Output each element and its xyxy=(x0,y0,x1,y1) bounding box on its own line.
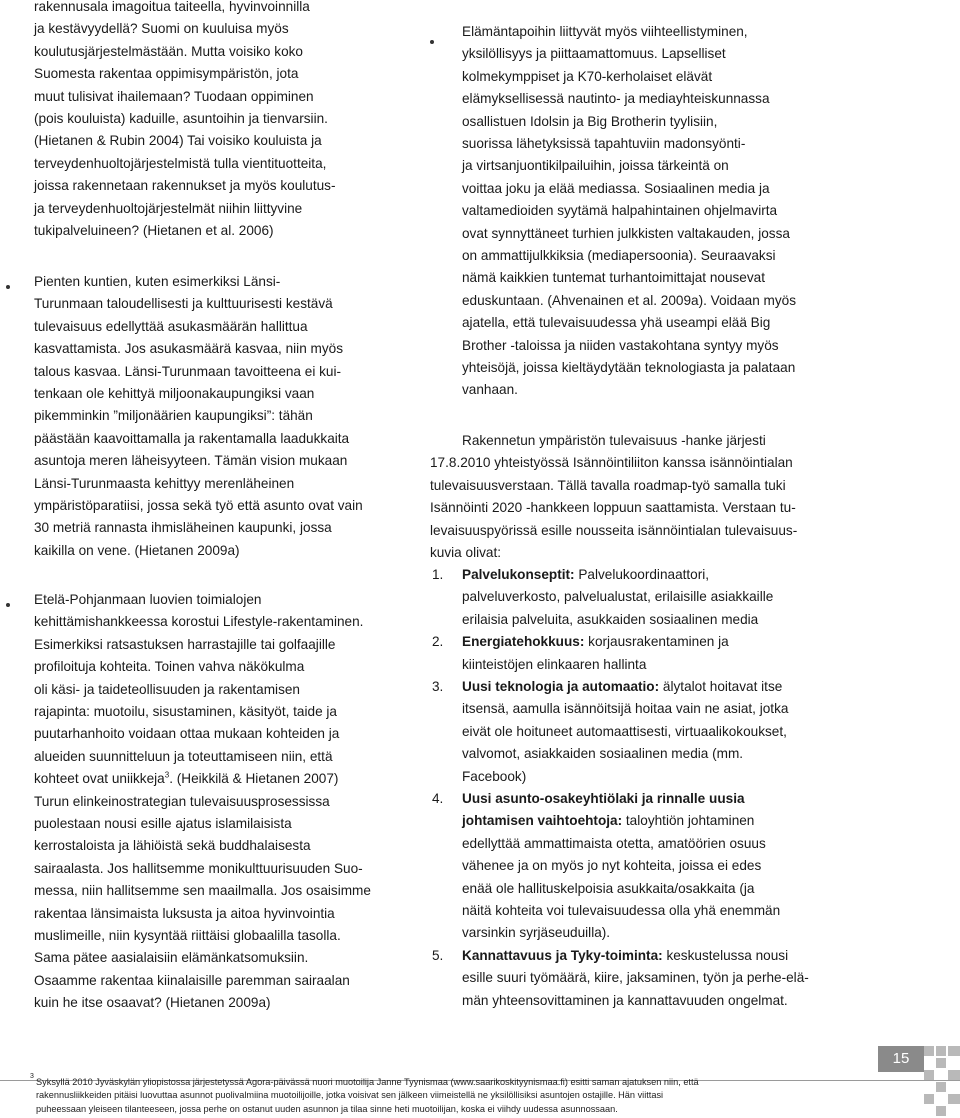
text-line: alueiden suunnitteluun ja toteuttamiseen niin, että xyxy=(34,748,333,764)
list-item-title: Uusi teknologia ja automaatio: xyxy=(462,679,660,694)
text-line: 17.8.2010 yhteistyössä Isännöintiliiton kanssa isännöintialan xyxy=(430,455,793,471)
text-line: kehittämishankkeessa korostui Lifestyle-rakentaminen. xyxy=(34,614,364,630)
bullet-icon xyxy=(6,285,10,289)
text-line: kaikilla on vene. (Hietanen 2009a) xyxy=(34,542,240,558)
text-line: sairaalasta. Jos hallitsemme monikulttuurisuuden Suo- xyxy=(34,860,363,876)
text-run: kohteet ovat uniikkeja xyxy=(34,771,165,787)
list-item xyxy=(462,810,754,832)
text-line: palveluverkosto, palvelualustat, erilaisille asiakkaille xyxy=(462,589,774,605)
footnote-line: puheessaan yleiseen tilanteeseen, jossa perhe on ostanut uuden asunnon ja tilaa sinne heti muotoilijan, koska ei viihdy uudessa asunnossaan. xyxy=(36,1103,618,1114)
text-line: eduskuntaan. (Ahvenainen et al. 2009a). Voidaan myös xyxy=(462,292,797,308)
text-line: kuvia olivat: xyxy=(430,545,502,560)
text-line: esille suuri työmäärä, kiire, jaksaminen, työn ja perhe-elä- xyxy=(462,970,809,986)
bullet-icon xyxy=(430,40,434,44)
text-line: kuin he itse osaavat? (Hietanen 2009a) xyxy=(34,995,271,1011)
list-item xyxy=(462,676,782,698)
list-item-title: johtamisen vaihtoehtoja: xyxy=(462,813,623,829)
text-line: asuntoja meren läheisyyteen. Tämän vision mukaan xyxy=(34,453,348,469)
text-line: voittaa joku ja elää mediassa. Sosiaalinen media ja xyxy=(462,180,770,196)
text-line: tulevaisuus edellyttää asukasmäärän hallittua xyxy=(34,318,308,334)
footnote-marker: 3 xyxy=(30,1073,34,1080)
text-line: itsensä, aamulla isännöitsijä hoitaa vain ne asiat, jotka xyxy=(462,701,789,717)
text-line: varsinkin syrjäseuduilla). xyxy=(462,925,611,941)
text-line: Suomesta rakentaa oppimisympäristön, jota xyxy=(34,66,299,82)
text-line: ajatella, että tulevaisuudessa yhä useampi elää Big xyxy=(462,315,771,331)
text-line: levaisuuspyörissä esille nousseita isännöintialan tulevaisuus- xyxy=(430,522,798,538)
text-line: Turunmaan taloudellisesti ja kulttuurisesti kestävä xyxy=(34,296,333,312)
list-item xyxy=(462,788,745,810)
text-line: suorissa lähetyksissä tapahtuviin madonsyönti- xyxy=(462,136,746,151)
bullet-icon xyxy=(6,603,10,607)
text-line: Esimerkiksi ratsastuksen harrastajille tai golfaajille xyxy=(34,636,336,652)
text-line: yksilöllisyys ja piittaamattomuus. Lapselliset xyxy=(462,46,726,62)
text-line: puolestaan nousi esille ajatus islamilaisista xyxy=(34,816,292,831)
footnote-line: Syksyllä 2010 Jyväskylän yliopistossa järjestetyssä Agora-päivässä nuori muotoilija Janne Tyynismaa (www.saarikoskityynismaa.fi) esitti saman ajatuksen niin, että xyxy=(36,1077,699,1087)
text-line: yhteisöjä, joissa kieltäydytään teknologiasta ja palataan xyxy=(462,360,796,375)
text-run: keskustelussa nousi xyxy=(662,947,789,963)
text-line: koulutusjärjestelmästään. Mutta voisiko koko xyxy=(34,43,303,59)
list-item-title: Palvelukonseptit: xyxy=(462,567,575,582)
text-line: (Hietanen & Rubin 2004) Tai voisiko kouluista ja xyxy=(34,133,322,149)
text-line: erilaisia palveluita, asukkaiden sosiaalinen media xyxy=(462,611,759,627)
text-line: ja kestävyydellä? Suomi on kuuluisa myös xyxy=(34,21,289,37)
text-line: Facebook) xyxy=(462,768,527,784)
list-item-title: Uusi asunto-osakeyhtiölaki ja rinnalle uusia xyxy=(462,791,745,806)
text-line: valtamedioiden syytämä halpahintainen ohjelmavirta xyxy=(462,203,778,219)
list-item-title: Kannattavuus ja Tyky-toiminta: xyxy=(462,947,663,963)
text-line: edellyttää ammattimaista otetta, amatöörien osuus xyxy=(462,835,766,851)
text-line: terveydenhuoltojärjestelmistä tulla vientituotteita, xyxy=(34,155,327,171)
text-line: Isännöinti 2020 -hankkeen loppuun saattamista. Verstaan tu- xyxy=(430,500,796,516)
text-line: muut tulisivat ihailemaan? Tuodaan oppiminen xyxy=(34,88,314,104)
text-line: Rakennetun ympäristön tulevaisuus -hanke järjesti xyxy=(462,433,766,448)
text-line: Etelä-Pohjanmaan luovien toimialojen xyxy=(34,592,262,607)
text-line: profiloituja kohteita. Toinen vahva näkökulma xyxy=(34,659,305,675)
text-line: rajapinta: muotoilu, sisustaminen, käsityöt, taide ja xyxy=(34,704,337,719)
text-line: tenkaan ole kehittyä miljoonakaupungiksi vaan xyxy=(34,386,315,401)
text-line: rakentaa länsimaista luksusta ja aitoa hyvinvointia xyxy=(34,905,335,921)
list-number: 1. xyxy=(432,567,444,582)
text-line: on ammattijulkkiksia (mediapersoonia). Seuraavaksi xyxy=(462,248,776,263)
list-number: 2. xyxy=(432,634,444,650)
text-line: Osaamme rakentaa kiinalaisille paremman sairaalan xyxy=(34,972,350,988)
text-line: näitä kohteita voi tulevaisuudessa olla yhä enemmän xyxy=(462,903,781,918)
text-line: Pienten kuntien, kuten esimerkiksi Länsi- xyxy=(34,274,281,289)
text-line: puutarhanhoito voidaan ottaa mukaan kohteiden ja xyxy=(34,726,340,742)
text-line: kerrostaloista ja lähiöistä sekä buddhalaisesta xyxy=(34,838,311,854)
list-item-title: Energiatehokkuus: xyxy=(462,634,585,650)
text-line: 30 metriä rannasta ihmisläheinen kaupunki, jossa xyxy=(34,520,332,536)
text-line: oli käsi- ja taideteollisuuden ja rakentamisen xyxy=(34,681,300,697)
text-line: elämyksellisessä nautinto- ja mediayhteiskunnassa xyxy=(462,91,770,107)
list-number: 3. xyxy=(432,679,444,694)
text-line: talous kasvaa. Länsi-Turunmaan tavoitteena ei kui- xyxy=(34,363,342,379)
list-item xyxy=(462,945,788,967)
text-line: messa, niin hallitsemme sen maailmalla. Jos osaisimme xyxy=(34,883,371,899)
page-corner-decoration xyxy=(924,1046,960,1118)
text-line xyxy=(34,768,338,790)
text-line: ja terveydenhuoltojärjestelmät niihin liittyvine xyxy=(34,200,303,216)
text-line: ovat synnyttäneet turhien julkkisten valtakauden, jossa xyxy=(462,225,790,241)
text-line: rakennusala imagoitua taiteella, hyvinvoinnilla xyxy=(34,0,310,14)
text-line: enää ole hallituskelpoisia asukkaita/osakkaita (ja xyxy=(462,880,755,896)
text-line: kiinteistöjen elinkaaren hallinta xyxy=(462,656,647,672)
text-line: päästään kaavoittamalla ja rakentamalla laadukkaita xyxy=(34,430,350,446)
text-run: korjausrakentaminen ja xyxy=(584,634,729,650)
text-line: Elämäntapoihin liittyvät myös viihteellistyminen, xyxy=(462,24,748,39)
text-run: . (Heikkilä & Hietanen 2007) xyxy=(169,771,339,787)
text-line: muslimeille, niin kysyntää riittäisi globaalilla tasolla. xyxy=(34,928,341,943)
text-line: osallistuen Idolsin ja Big Brotherin tyylisiin, xyxy=(462,113,718,129)
text-line: Sama pätee aasialaisiin elämänkatsomuksiin. xyxy=(34,950,309,966)
text-line: kasvattamista. Jos asukasmäärä kasvaa, niin myös xyxy=(34,341,344,357)
text-line: nämä kaikkien tuntemat turhantoimittajat nousevat xyxy=(462,270,766,286)
text-line: ympäristöparatiisi, jossa sekä työ että asunto ovat vain xyxy=(34,498,363,513)
text-line: tulevaisuusverstaan. Tällä tavalla roadmap-työ samalla tuki xyxy=(430,477,786,493)
footnote-reference: 3 xyxy=(164,770,170,780)
list-number: 4. xyxy=(432,791,444,806)
list-item xyxy=(462,564,709,586)
list-item xyxy=(462,631,729,653)
text-line: valvomot, asiakkaiden sosiaalinen media (mm. xyxy=(462,746,744,762)
text-run: älytalot hoitavat itse xyxy=(659,679,783,694)
text-line: kolmekymppiset ja K70-kerholaiset elävät xyxy=(462,68,713,84)
list-number: 5. xyxy=(432,947,444,963)
text-line: män yhteensovittaminen ja kannattavuuden ongelmat. xyxy=(462,992,788,1008)
text-line: pikemminkin ”miljonäärien kaupungiksi”: tähän xyxy=(34,408,313,424)
text-run: Palvelukoordinaattori, xyxy=(574,567,710,582)
text-line: joissa rakennetaan rakennukset ja myös koulutus- xyxy=(34,178,336,194)
text-line: Turun elinkeinostrategian tulevaisuusprosessissa xyxy=(34,793,330,809)
text-line: Brother -taloissa ja niiden vastakohtana syntyy myös xyxy=(462,337,779,353)
text-line: tukipalveluineen? (Hietanen et al. 2006) xyxy=(34,223,274,238)
page-number: 15 xyxy=(878,1046,924,1072)
text-line: eivät ole hoituneet automaattisesti, virtuaalikokoukset, xyxy=(462,723,787,739)
text-line: vanhaan. xyxy=(462,382,518,398)
text-line: ja virtsanjuontikilpailuihin, joissa tärkeintä on xyxy=(462,158,729,174)
text-line: vähenee ja on myös jo nyt kohteita, joissa ei edes xyxy=(462,858,762,874)
footnote-line: rakennusliikkeiden pitäisi luovuttaa asunnot puolivalmiina muotoilijoille, jotka voisivat sen jälkeen viimeistellä ne yksilöllisiksi asuntojen ostajille. Hän viittasi xyxy=(36,1090,664,1101)
text-run: taloyhtiön johtaminen xyxy=(622,813,755,829)
text-line: Länsi-Turunmaasta kehittyy merenläheinen xyxy=(34,475,295,491)
text-line: (pois kouluista) kaduille, asuntoihin ja tienvarsiin. xyxy=(34,111,328,126)
